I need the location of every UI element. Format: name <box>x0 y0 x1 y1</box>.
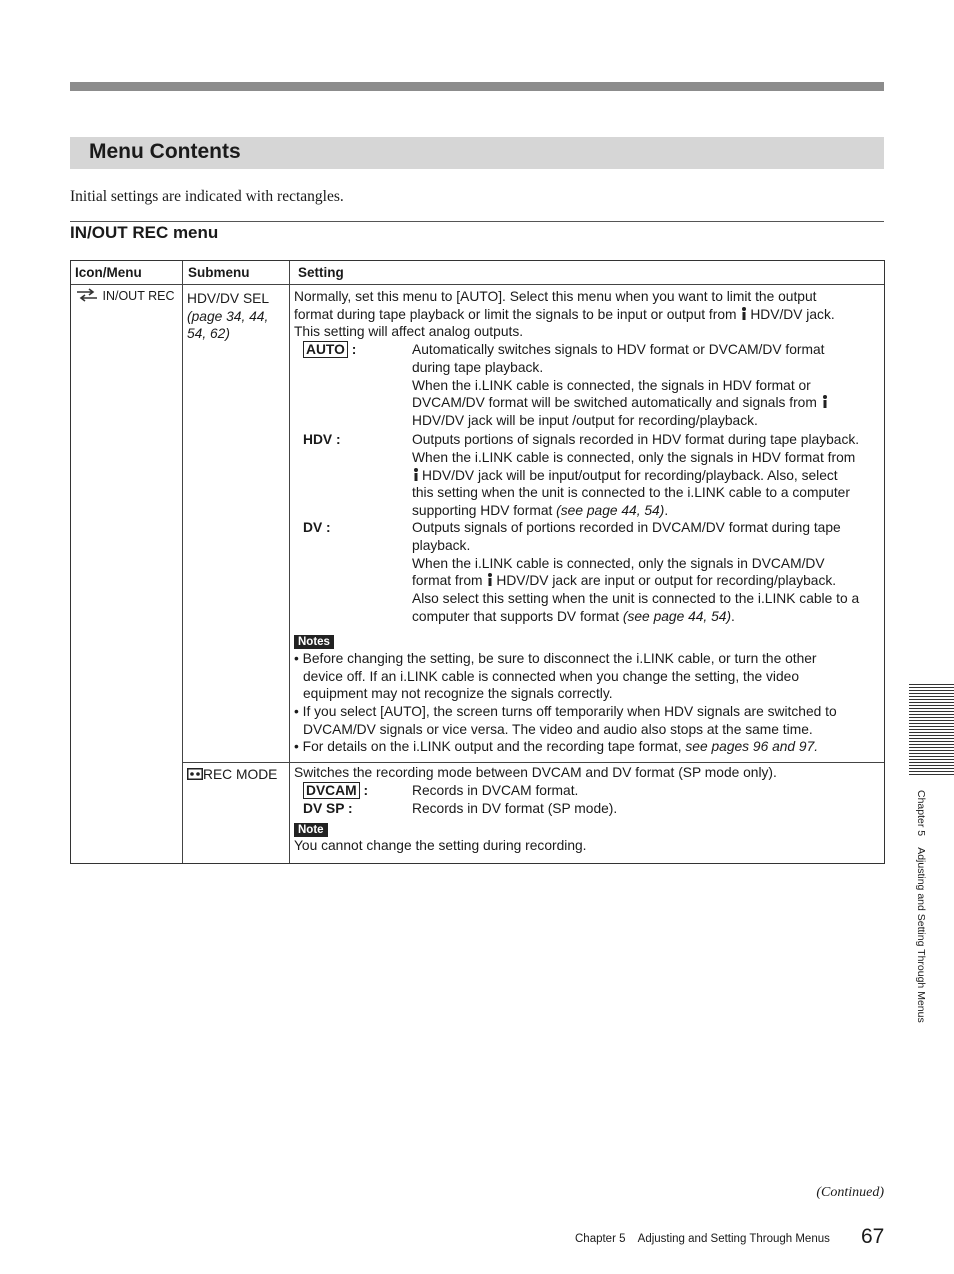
ilink-icon <box>412 468 420 482</box>
menu-label: IN/OUT REC <box>102 289 175 303</box>
recmode-note: You cannot change the setting during recording. <box>294 838 587 854</box>
option-dvcam: DVCAM : Records in DVCAM format. <box>294 782 882 800</box>
note-line: device off. If an i.LINK cable is connected when you change the setting, the video <box>303 668 799 684</box>
option-dvcam-key: DVCAM <box>303 782 360 799</box>
header-setting: Setting <box>298 265 344 280</box>
option-dv-key: DV : <box>303 520 331 536</box>
menu-cell <box>75 288 174 306</box>
option-dvsp-desc: Records in DV format (SP mode). <box>412 800 618 816</box>
submenu-recmode-label: REC MODE <box>203 767 278 782</box>
option-auto-key: AUTO : <box>303 341 356 359</box>
menu-table <box>70 260 885 864</box>
row-divider <box>182 762 884 763</box>
option-dvsp <box>294 800 882 820</box>
top-rule <box>70 82 884 91</box>
col-divider <box>182 261 183 863</box>
title-bar <box>70 137 884 169</box>
hdvdv-lead-2: format during tape playback or limit the signals to be input or output from HDV/DV jack. <box>294 306 835 322</box>
chapter-tab-stripes <box>909 684 954 776</box>
option-dv-desc: Outputs signals of portions recorded in DVCAM/DV format during tape playback. When the i.LINK cable is connected, only the signals in DVCAM/DV format from HDV/DV jack are input or output for recording/playback. Also select this setting when the unit is connected to the i.LINK cable to a computer that supports DV format (see page 44, 54). <box>412 520 860 624</box>
col-divider <box>289 261 290 863</box>
chapter-side-label: Chapter 5 Adjusting and Setting Through Menus <box>915 790 927 1023</box>
option-dv <box>294 519 882 632</box>
note-line: • For details on the i.LINK output and the recording tape format, see pages 96 and 97. <box>294 739 819 755</box>
ilink-icon <box>486 573 494 587</box>
note-label: Note <box>294 823 328 837</box>
submenu-hdvdv <box>187 290 285 343</box>
header-submenu: Submenu <box>188 265 250 280</box>
option-hdv <box>294 431 882 519</box>
option-dvcam-desc: Records in DVCAM format. <box>412 782 579 798</box>
note-line: • Before changing the setting, be sure to disconnect the i.LINK cable, or turn the other <box>294 650 817 666</box>
notes-label: Notes <box>294 635 334 649</box>
header-icon-menu: Icon/Menu <box>75 265 142 280</box>
notes-block <box>294 632 882 756</box>
in-out-arrows-icon <box>75 288 99 302</box>
page-title: Menu Contents <box>89 140 241 163</box>
note-line: DVCAM/DV signals or vice versa. The video and audio also stops at the same time. <box>303 721 813 737</box>
continued-label: (Continued) <box>816 1185 884 1200</box>
intro-text: Initial settings are indicated with rectangles. <box>70 188 344 205</box>
option-auto-desc: Automatically switches signals to HDV format or DVCAM/DV format during tape playback. When the i.LINK cable is connected, the signals in HDV format or DVCAM/DV format will be switched automatically and signals from HDV/DV jack will be input /output for recording/playback. <box>412 341 886 430</box>
section-rule <box>70 221 884 222</box>
header-divider <box>71 284 884 285</box>
setting-recmode <box>294 764 882 855</box>
section-title: IN/OUT REC menu <box>70 223 219 242</box>
submenu-recmode <box>187 766 277 784</box>
note-line: • If you select [AUTO], the screen turns off temporarily when HDV signals are switched to <box>294 703 837 719</box>
page-number: 67 <box>861 1225 885 1248</box>
option-hdv-key: HDV : <box>303 432 341 448</box>
ilink-icon <box>740 307 748 321</box>
option-dvsp-key: DV SP : <box>303 800 353 816</box>
option-auto <box>294 341 882 431</box>
recmode-lead: Switches the recording mode between DVCAM and DV format (SP mode only). <box>294 765 777 780</box>
ilink-icon <box>821 395 829 409</box>
note-line: equipment may not recognize the signals correctly. <box>303 686 613 702</box>
option-hdv-desc: Outputs portions of signals recorded in HDV format during tape playback. When the i.LINK cable is connected, only the signals in HDV format from HDV/DV jack will be input/output for recording/playback. Also, select this setting when the unit is connected to the i.LINK cable to a computer supporting HDV format (see page 44, 54). <box>412 432 860 518</box>
submenu-hdvdv-label: HDV/DV SEL <box>187 291 270 306</box>
footer-chapter: Chapter 5 Adjusting and Setting Through Menus <box>575 1233 830 1245</box>
cassette-icon <box>187 768 203 780</box>
hdvdv-lead-1: Normally, set this menu to [AUTO]. Select this menu when you want to limit the output <box>294 289 817 304</box>
setting-hdvdv <box>294 288 882 756</box>
hdvdv-lead-3: This setting will affect analog outputs. <box>294 324 524 340</box>
submenu-hdvdv-ref: (page 34, 44, 54, 62) <box>187 308 269 342</box>
